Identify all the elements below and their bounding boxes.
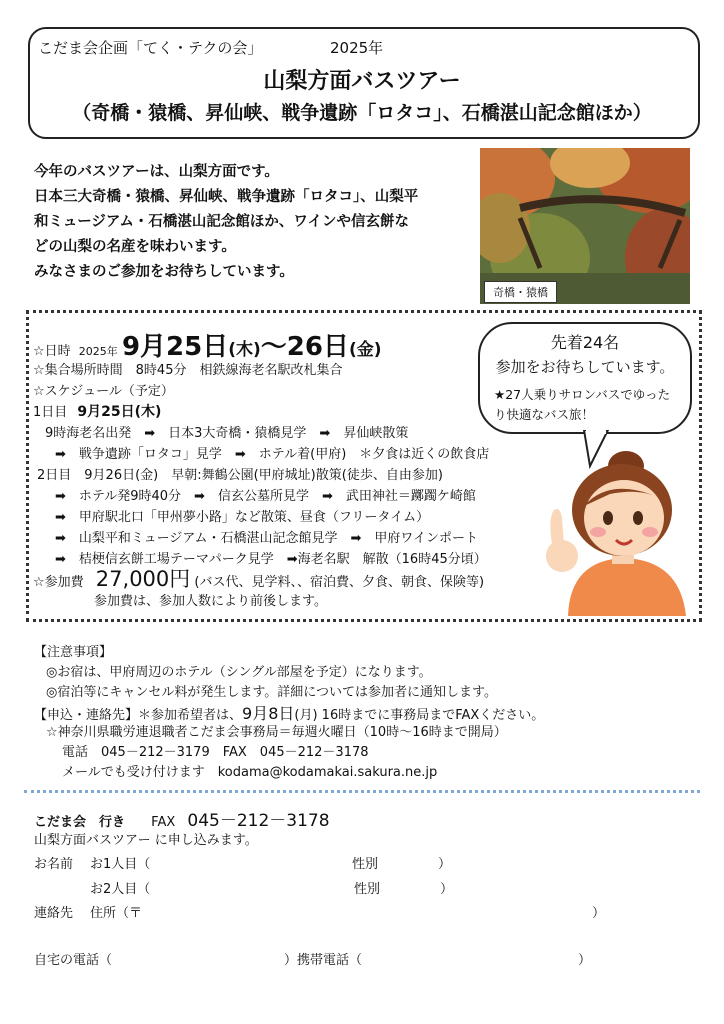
girl-illustration-icon	[540, 448, 692, 616]
person2-field[interactable]: お2人目（	[90, 882, 151, 897]
date-start: 9月25日	[121, 332, 229, 362]
day2-line: 2日目 9月26日(金) 早朝:舞鶴公園(甲府城址)散策(徒歩、自由参加)	[37, 468, 443, 483]
bubble-capacity: 先着24名	[550, 333, 620, 352]
gender2-label: 性別	[354, 882, 381, 897]
day2-line: ➡ ホテル発9時40分 ➡ 信玄公墓所見学 ➡ 武田神社＝躑躅ケ崎館	[55, 489, 476, 504]
office-text: ☆神奈川県職労連退職者こだま会事務局＝毎週火曜日（10時～16時まで開局）	[46, 725, 507, 740]
form-to: こだま会 行き	[34, 815, 126, 830]
day1-line: ➡ 戦争遺跡「ロタコ」見学 ➡ ホテル着(甲府) ＊夕食は近くの飲食店	[55, 447, 490, 462]
bubble-invite: 参加をお待ちしています。	[495, 358, 675, 376]
name-label: お名前	[34, 857, 74, 872]
home-phone-field[interactable]: 自宅の電話（	[34, 953, 113, 968]
form-apply-line: 山梨方面バスツアー に申し込みます。	[34, 833, 258, 848]
mobile-phone-field[interactable]: ）携帯電話（	[284, 953, 363, 968]
page-subtitle: （奇橋・猿橋、昇仙峡、戦争遺跡「ロタコ」、石橋湛山記念館ほか）	[72, 102, 652, 124]
date-sep: ～	[260, 332, 287, 362]
gender2-close: ）	[440, 882, 454, 897]
day2-line: ➡ 甲府駅北口「甲州夢小路」など散策、昼食（フリータイム）	[55, 510, 430, 525]
day1-label: 1日目	[33, 405, 68, 420]
fee-detail: (バス代、見学料、、宿泊費、夕食、朝食、保険等)	[194, 575, 485, 590]
address-field[interactable]: 住所（〒	[90, 906, 143, 921]
photo-caption: 奇橋・猿橋	[484, 281, 557, 303]
form-fax-number: 045－212－3178	[187, 811, 330, 831]
intro-text	[34, 160, 474, 285]
date-year: 2025年	[78, 345, 118, 358]
day1-line: 9時海老名出発 ➡ 日本3大奇橋・猿橋見学 ➡ 昇仙峡散策	[45, 426, 409, 441]
intro-line: どの山梨の名産を味わいます。	[34, 239, 236, 255]
bubble-bus-note: ★27人乗りサロンバスでゆったり快適なバス旅！	[494, 387, 671, 422]
apply-label: 【申込・連絡先】	[34, 708, 139, 723]
fee-label: ☆参加費	[33, 575, 84, 590]
date-row	[33, 326, 382, 363]
address-close: ）	[592, 906, 606, 921]
notes-heading: 【注意事項】	[34, 645, 113, 660]
day2-line: ➡ 山梨平和ミュージアム・石橋湛山記念館見学 ➡ 甲府ワインポート	[55, 531, 478, 546]
date-end: 26日	[286, 332, 349, 362]
intro-line: 今年のバスツアーは、山梨方面です。	[34, 164, 279, 180]
apply-text-pre: ＊参加希望者は、	[138, 708, 243, 723]
year-text: 2025年	[330, 39, 384, 57]
person1-field[interactable]: お1人目（	[90, 857, 151, 872]
page-title: 山梨方面バスツアー	[263, 69, 461, 94]
notes-item: ◎宿泊等にキャンセル料が発生します。詳細については参加者に通知します。	[46, 685, 498, 700]
gender1-label: 性別	[352, 857, 379, 872]
intro-line: 日本三大奇橋・猿橋、昇仙峡、戦争遺跡「ロタコ」、山梨平	[34, 189, 419, 205]
date-start-dow: (木)	[228, 340, 261, 360]
form-fax-label: FAX	[151, 815, 176, 830]
day2-line: ➡ 桔梗信玄餅工場テーマパーク見学 ➡海老名駅 解散（16時45分頃）	[55, 552, 487, 567]
form-to-row	[34, 806, 330, 831]
date-end-dow: (金)	[348, 340, 382, 360]
fee-row	[33, 563, 484, 593]
cut-line-divider	[24, 790, 700, 793]
gender1-close: ）	[438, 857, 452, 872]
intro-line: 和ミュージアム・石橋湛山記念館ほか、ワインや信玄餅な	[34, 214, 409, 230]
contact-label: 連絡先	[34, 906, 74, 921]
apply-deadline: 9月8日	[242, 704, 295, 723]
day1-row	[33, 401, 161, 421]
intro-line: みなさまのご参加をお待ちしています。	[34, 264, 294, 280]
date-label: ☆日時	[33, 344, 71, 359]
email-text: メールでも受け付けます kodama@kodamakai.sakura.ne.jp	[62, 765, 438, 780]
day1-date: 9月25日(木)	[77, 404, 162, 420]
fee-note: 参加費は、参加人数により前後します。	[94, 594, 327, 609]
schedule-label: ☆スケジュール（予定）	[33, 384, 174, 399]
phone-fax-text: 電話 045－212－3179 FAX 045－212－3178	[62, 745, 369, 760]
fee-amount: 27,000円	[95, 567, 191, 591]
organizer-text: こだま会企画「てく・テクの会」	[38, 39, 263, 57]
apply-text-post: (月) 16時までに事務局までFAXください。	[294, 708, 545, 723]
notes-item: ◎お宿は、甲府周辺のホテル（シングル部屋を予定）になります。	[46, 665, 432, 680]
meeting-text: ☆集合場所時間 8時45分 相鉄線海老名駅改札集合	[33, 363, 343, 378]
phone-close: ）	[578, 953, 592, 968]
